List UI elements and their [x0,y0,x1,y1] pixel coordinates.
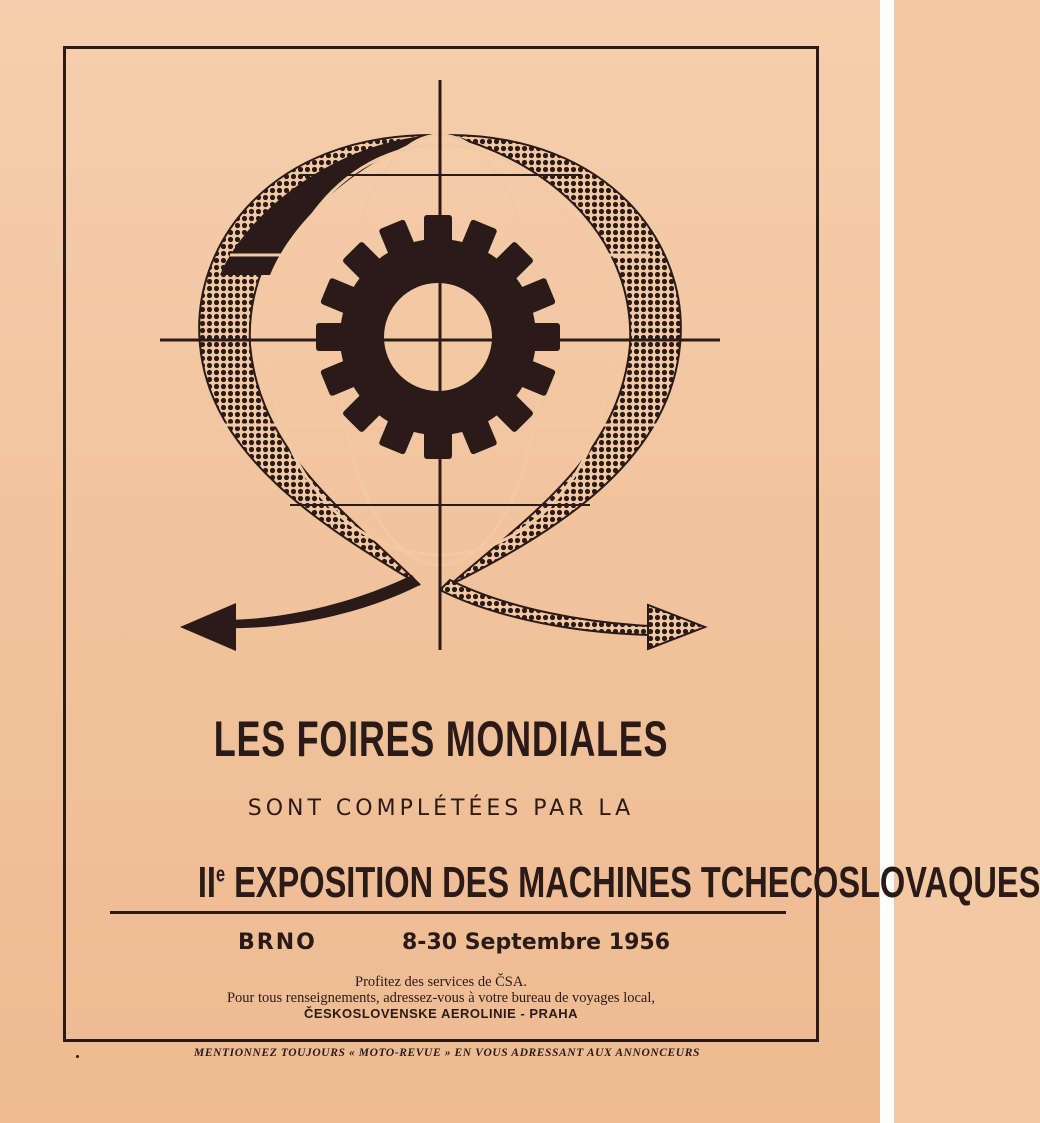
info-line-contact: Pour tous renseignements, adressez-vous à votre bureau de voyages local, [226,990,656,1006]
globe-gear-arrows-icon [150,75,730,665]
info-line-airline: ČESKOSLOVENSKE AEROLINIE - PRAHA [303,1006,579,1021]
exposition-name: EXPOSITION DES MACHINES TCHECOSLOVAQUES [234,858,1040,907]
advert-title: LES FOIRES MONDIALES [213,711,669,767]
page-footer: MENTIONNEZ TOUJOURS « MOTO-REVUE » EN VOUS ADRESSANT AUX ANNONCEURS [194,1047,700,1059]
exposition-number: II [197,858,216,907]
footer-dot [76,1055,79,1058]
advert-subtitle: SONT COMPLÉTÉES PAR LA [247,796,635,821]
info-line-csa: Profitez des services de ČSA. [355,974,527,990]
exposition-number-suffix: e [215,861,226,887]
exposition-heading [197,858,1040,908]
exposition-dates: 8-30 Septembre 1956 [402,930,670,955]
heading-underline [110,911,786,914]
exposition-city: BRNO [238,930,317,955]
scan-border [880,0,894,1123]
